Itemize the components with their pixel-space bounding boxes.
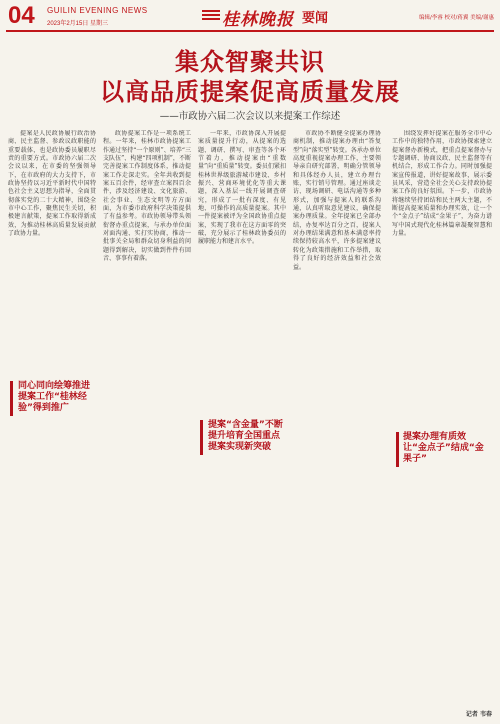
column-4-text: 市政协不断健全提案办理协商机制，推动提案办理由“答复型”向“落实型”转变。各承办单位高度重视提案办理工作，主要领导亲自研究部署，明确分管领导和具体经办人员，建立办理台账，实行销号管理。通过座谈走访、现场调研、电话沟通等多种形式，加强与提案人的联系沟通，认真听取意见建议，确保提案办理质量。全年提案已全部办结，办复率达百分之百，提案人对办理结果满意和基本满意率持续保持较高水平，许多提案建议转化为政策措施和工作举措，取得了良好的经济效益和社会效益。 (293, 130, 381, 271)
article-column-2 (103, 130, 191, 714)
article-column-5 (392, 130, 492, 714)
subhead-3-bar (396, 432, 399, 467)
edition-name: GUILIN EVENING NEWS (47, 6, 148, 15)
subhead-1: 同心同向绘筹推进提案工作“桂林经验”得到推广 (18, 381, 91, 413)
column-3-text: 一年来，市政协深入开展提案质量提升行动，从提案的选题、调研、撰写、审查等各个环节着力，推动提案由“重数量”向“重质量”转变。委员们紧扣桂林世界级旅游城市建设、乡村振兴、营商环境优化等重大课题，深入基层一线开展调查研究，形成了一批有深度、有见地、可操作的高质量提案。其中一件提案被评为全国政协重点提案，实现了我市在这方面零的突破，充分展示了桂林政协委员的履职能力和建言水平。 (198, 130, 286, 246)
article-column-4 (293, 130, 381, 714)
subhead-3: 提案办理有质效让“金点子”结成“金果子” (403, 432, 484, 464)
issue-date: 2023年2月15日 星期三 (47, 21, 109, 27)
column-2-text: 政协提案工作是一项系统工程。一年来，桂林市政协提案工作通过坚持“一个原则”、培养“三支队伍”、构建“四项机制”，不断完善提案工作制度体系，推动提案工作走深走实。全年共收到提案五百余件，经审查立案四百余件，涉及经济建设、文化旅游、社会事业、生态文明等方方面面，为市委市政府科学决策提供了有益参考。市政协领导带头领衔督办重点提案，与承办单位面对面沟通、实打实协商，推动一批事关全局和群众切身利益的问题得到解决，切实做到件件有回音、事事有着落。 (103, 130, 191, 263)
headline-subtitle: ——市政协六届二次会议以来提案工作综述 (159, 111, 341, 122)
page-header (0, 0, 500, 30)
headline-line-1: 集众智聚共识 (175, 48, 325, 76)
page-number: 04 (8, 2, 35, 29)
newspaper-logo: 桂林晚报 (222, 10, 294, 30)
logo-stripes-icon (202, 10, 220, 20)
reporter-byline: 记者 韦春 (465, 711, 492, 718)
subhead-2-bar (200, 420, 203, 455)
column-5-text: 围绕发挥好提案在服务全市中心工作中的独特作用，市政协探索建立提案督办新模式，把重点提案督办与专题调研、协商议政、民主监督等有机结合，形成工作合力。同时加强提案宣传报道，讲好提案故事，展示委员风采，营造全社会关心支持政协提案工作的良好氛围。下一步，市政协将继续坚持团结和民主两大主题，不断提高提案质量和办理实效，让一个个“金点子”结成“金果子”，为奋力谱写中国式现代化桂林篇章凝聚智慧和力量。 (392, 130, 492, 238)
column-1-text: 提案是人民政协履行政治协商、民主监督、参政议政职能的重要载体，也是政协委员履职尽责的重要方式。市政协六届二次会议以来，在市委的坚强领导下，在市政府的大力支持下，市政协坚持以习近平新时代中国特色社会主义思想为指导，全面贯彻落实党的二十大精神，围绕全市中心工作，聚焦民生关切，积极建言献策，提案工作取得新成效，为推动桂林高质量发展贡献了政协力量。 (8, 130, 96, 238)
subhead-1-bar (10, 381, 13, 416)
section-label: 要闻 (302, 11, 329, 26)
header-rule (6, 30, 494, 32)
headline-line-2: 以高品质提案促高质量发展 (100, 78, 400, 106)
subhead-2: 提案“含金量”不断提升培育全国重点提案实现新突破 (208, 420, 283, 452)
article-column-1 (8, 130, 96, 714)
editor-credits: 编辑/李睿 校对/蒋翼 美编/谢惠 (418, 15, 494, 21)
